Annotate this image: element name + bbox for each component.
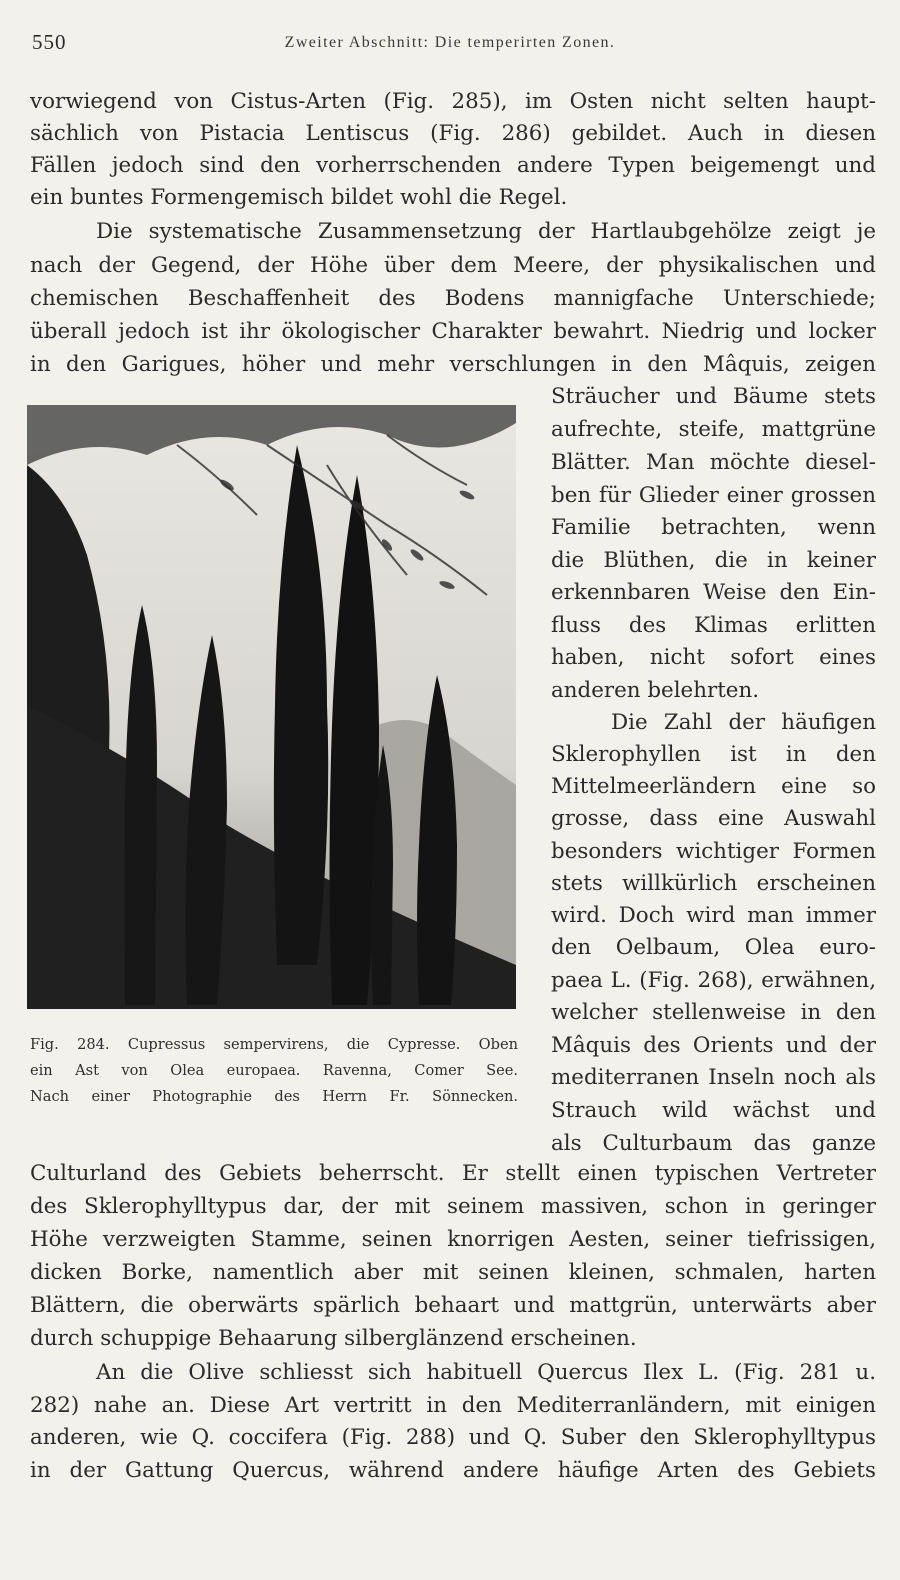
body-line: nach der Gegend, der Höhe über dem Meere, der physikalischen und (30, 253, 876, 278)
body-line: Strauch wild wächst und (551, 1098, 876, 1123)
body-line: als Culturbaum das ganze (551, 1131, 876, 1156)
page-header (30, 30, 870, 60)
body-line: Höhe verzweigten Stamme, seinen knorrigen Aesten, seiner tiefrissigen, (30, 1227, 876, 1252)
body-line: Culturland des Gebiets beherrscht. Er stellt einen typischen Vertreter (30, 1161, 876, 1186)
body-line: besonders wichtiger Formen (551, 839, 876, 864)
body-line: paea L. (Fig. 268), erwähnen, (551, 968, 876, 993)
body-line: vorwiegend von Cistus-Arten (Fig. 285), im Osten nicht selten haupt- (30, 89, 876, 114)
body-line: Die systematische Zusammensetzung der Hartlaubgehölze zeigt je (96, 219, 876, 244)
body-line: den Oelbaum, Olea euro- (551, 935, 876, 960)
body-line: ben für Glieder einer grossen (551, 483, 876, 508)
body-line: fluss des Klimas erlitten (551, 613, 876, 638)
body-line: dicken Borke, namentlich aber mit seinen kleinen, schmalen, harten (30, 1260, 876, 1285)
body-line: An die Olive schliesst sich habituell Quercus Ilex L. (Fig. 281 u. (96, 1360, 876, 1385)
body-line: erkennbaren Weise den Ein- (551, 580, 876, 605)
body-line: die Blüthen, die in keiner (551, 548, 876, 573)
body-line: durch schuppige Behaarung silberglänzend erscheinen. (30, 1326, 637, 1351)
running-head: Zweiter Abschnitt: Die temperirten Zonen. (284, 34, 616, 51)
figure-caption-line: ein Ast von Olea europaea. Ravenna, Comer See. (30, 1062, 518, 1079)
body-line: grosse, dass eine Auswahl (551, 806, 876, 831)
body-line: ein buntes Formengemisch bildet wohl die Regel. (30, 185, 568, 210)
body-line: haben, nicht sofort eines (551, 645, 876, 670)
body-line: anderen, wie Q. coccifera (Fig. 288) und Q. Suber den Sklerophylltypus (30, 1425, 876, 1450)
body-line: chemischen Beschaffenheit des Bodens mannigfache Unterschiede; (30, 286, 876, 311)
body-line: Fällen jedoch sind den vorherrschenden andere Typen beigemengt und (30, 153, 876, 178)
body-line: sächlich von Pistacia Lentiscus (Fig. 286) gebildet. Auch in diesen (30, 121, 876, 146)
body-line: Blätter. Man möchte diesel- (551, 450, 876, 475)
body-line: überall jedoch ist ihr ökologischer Charakter bewahrt. Niedrig und locker (30, 319, 876, 344)
body-line: Blättern, die oberwärts spärlich behaart und mattgrün, unterwärts aber (30, 1293, 876, 1318)
body-line: des Sklerophylltypus dar, der mit seinem massiven, schon in geringer (30, 1194, 876, 1219)
page-number: 550 (32, 30, 67, 54)
body-line: anderen belehrten. (551, 678, 760, 703)
body-line: Sträucher und Bäume stets (551, 384, 876, 409)
body-line: Sklerophyllen ist in den (551, 742, 876, 767)
figure-caption-line: Nach einer Photographie des Herrn Fr. Sönnecken. (30, 1088, 518, 1105)
body-line: in den Garigues, höher und mehr verschlungen in den Mâquis, zeigen (30, 352, 876, 377)
cypress-photograph (27, 405, 516, 1009)
body-line: welcher stellenweise in den (551, 1000, 876, 1025)
body-line: aufrechte, steife, mattgrüne (551, 417, 876, 442)
body-line: stets willkürlich erscheinen (551, 871, 876, 896)
body-line: Mittelmeerländern eine so (551, 774, 876, 799)
body-line: 282) nahe an. Diese Art vertritt in den Mediterranländern, mit einigen (30, 1393, 876, 1418)
body-line: Mâquis des Orients und der (551, 1033, 876, 1058)
body-line: wird. Doch wird man immer (551, 903, 876, 928)
figure-caption-line: Fig. 284. Cupressus sempervirens, die Cypresse. Oben (30, 1036, 518, 1053)
body-line: in der Gattung Quercus, während andere häufige Arten des Gebiets (30, 1458, 876, 1483)
body-line: Familie betrachten, wenn (551, 515, 876, 540)
body-line: Die Zahl der häufigen (611, 710, 876, 735)
body-line: mediterranen Inseln noch als (551, 1065, 876, 1090)
